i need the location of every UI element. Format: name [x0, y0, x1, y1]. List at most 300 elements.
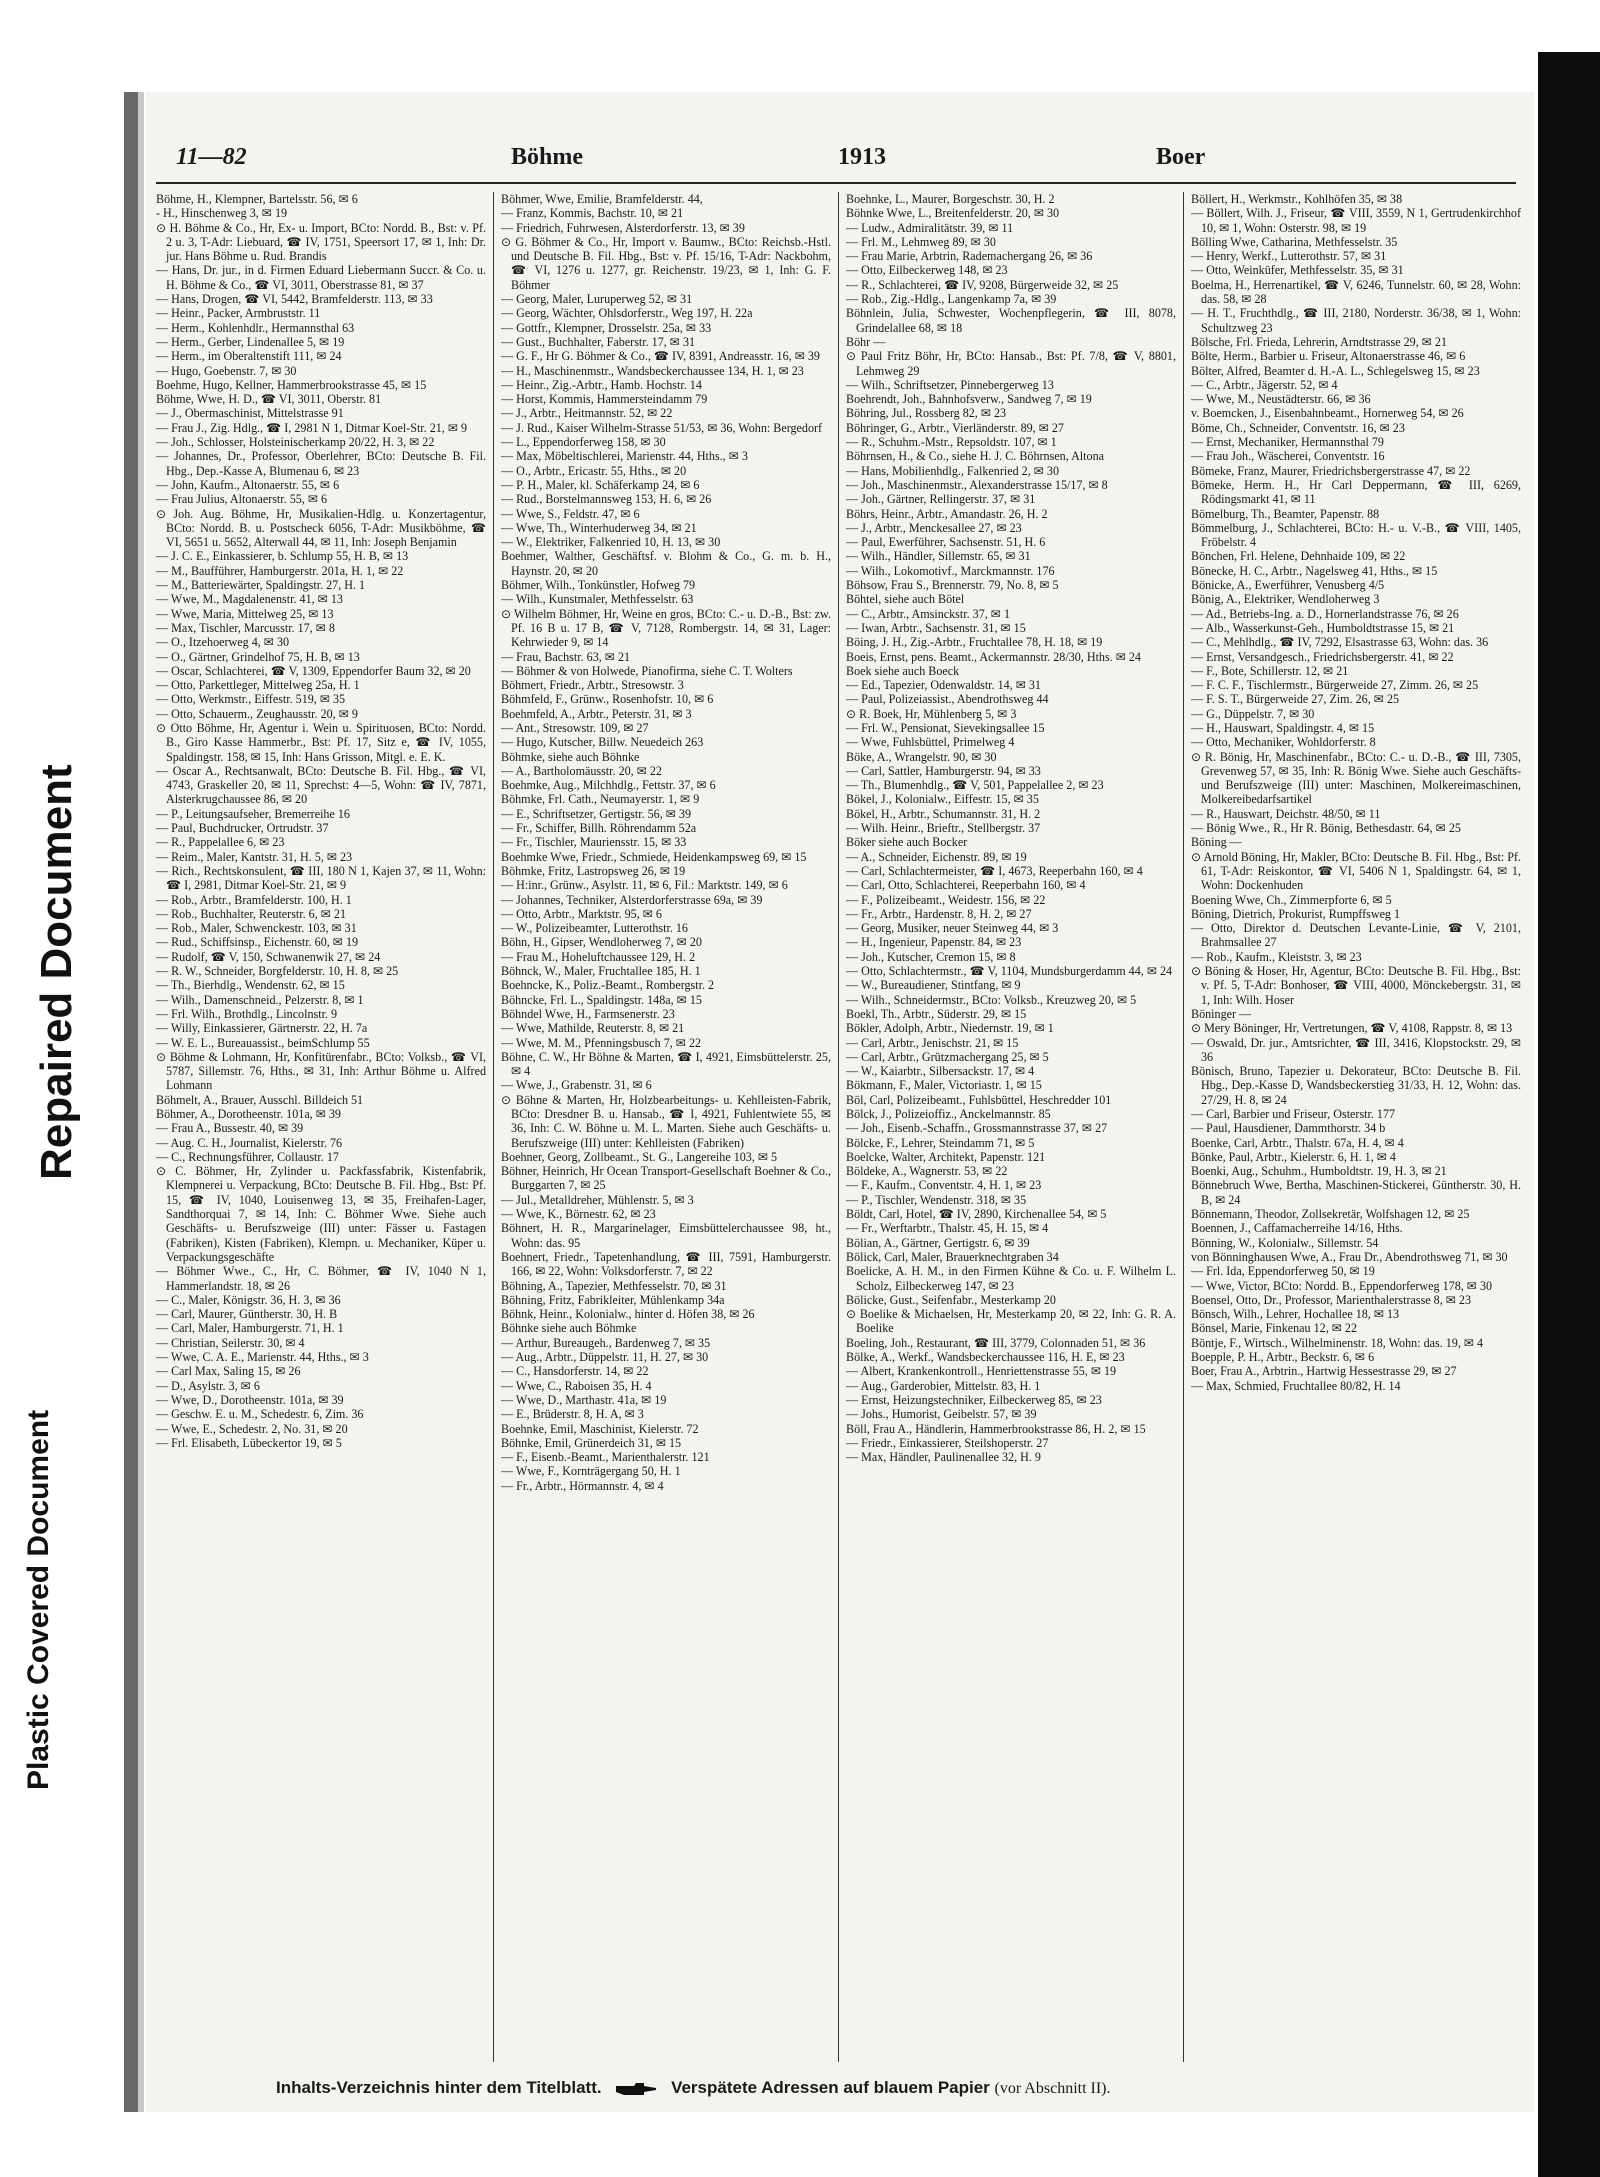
directory-entry: Böning —: [1191, 835, 1242, 850]
directory-entry: — O., Gärtner, Grindelhof 75, H. B, ✉ 13: [156, 649, 360, 664]
directory-entry: — C., Maler, Königstr. 36, H. 3, ✉ 36: [156, 1292, 341, 1307]
directory-entry: ⊙ R. Boek, Hr, Mühlenberg 5, ✉ 3: [846, 706, 1017, 721]
directory-entry: — Gust., Buchhalter, Faberstr. 17, ✉ 31: [501, 334, 696, 349]
directory-entry: — W., Polizeibeamter, Lutterothstr. 16: [501, 921, 688, 936]
directory-entry: — Max, Händler, Paulinenallee 32, H. 9: [846, 1450, 1041, 1465]
directory-entry: Boehnke, Emil, Maschinist, Kielerstr. 72: [501, 1421, 699, 1436]
directory-entry: — Ant., Stresowstr. 109, ✉ 27: [501, 720, 649, 735]
directory-entry: — F., Eisenb.-Beamt., Marienthalerstr. 121: [501, 1450, 710, 1465]
directory-entry: — Georg, Musiker, neuer Steinweg 44, ✉ 3: [846, 921, 1059, 936]
directory-entry: — Wilh., Damenschneid., Pelzerstr. 8, ✉ 1: [156, 992, 364, 1007]
directory-entry: — J. C. E., Einkassierer, b. Schlump 55, H. B, ✉ 13: [156, 549, 409, 564]
directory-entry: — F. C. F., Tischlermstr., Bürgerweide 27, Zimm. 26, ✉ 25: [1191, 678, 1479, 693]
directory-entry: — Bönig Wwe., R., Hr R. Bönig, Bethesdastr. 64, ✉ 25: [1191, 821, 1461, 836]
directory-entry: Böhncke, Frl. L., Spaldingstr. 148a, ✉ 15: [501, 992, 702, 1007]
directory-entry: — Herm., Kohlenhdlr., Hermannsthal 63: [156, 320, 355, 335]
directory-entry: Böhndel Wwe, H., Farmsenerstr. 23: [501, 1006, 675, 1021]
directory-entry: — E., Brüderstr. 8, H. A, ✉ 3: [501, 1407, 644, 1422]
directory-entry: — Carl, Arbtr., Jenischstr. 21, ✉ 15: [846, 1035, 1019, 1050]
directory-entry: — Böhmer & von Holwede, Pianofirma, siehe C. T. Wolters: [501, 663, 793, 678]
directory-entry: — W. E. L., Bureauassist., beimSchlump 55: [156, 1035, 370, 1050]
directory-entry: — Wwe, C. A. E., Marienstr. 44, Hths., ✉ 3: [156, 1350, 369, 1365]
directory-entry: - H., Hinschenweg 3, ✉ 19: [156, 206, 288, 221]
index-note: Inhalts-Verzeichnis hinter dem Titelblatt.: [276, 2078, 602, 2097]
directory-entry: Boelma, H., Herrenartikel, ☎ V, 6246, Tunnelstr. 60, ✉ 28, Wohn: das. 58, ✉ 28: [1191, 277, 1521, 307]
directory-entry: — Paul, Hausdiener, Dammthorstr. 34 b: [1191, 1121, 1386, 1136]
directory-entry: — P., Leitungsaufseher, Bremerreihe 16: [156, 806, 350, 821]
directory-entry: — Johannes, Techniker, Alsterdorferstrasse 69a, ✉ 39: [501, 892, 763, 907]
directory-entry: ⊙ Böning & Hoser, Hr, Agentur, BCto: Deutsche B. Fil. Hbg., Bst: v. Pf. 5, T-Adr: Bonhoser, ☎ VIII, 4000, Mönckebergstr. 31, ✉ 1, Inh: Wilh. Hoser: [1191, 964, 1521, 1007]
directory-entry: — Frau A., Bussestr. 40, ✉ 39: [156, 1121, 304, 1136]
directory-entry: Boelcke, Walter, Architekt, Papenstr. 121: [846, 1149, 1046, 1164]
page-footer: [276, 2078, 1476, 2098]
directory-entry: — Frau, Bachstr. 63, ✉ 21: [501, 649, 631, 664]
directory-entry: — F., Polizeibeamt., Weidestr. 156, ✉ 22: [846, 892, 1046, 907]
header-rule: [156, 182, 1516, 184]
directory-entry: — Max, Schmied, Fruchtallee 80/82, H. 14: [1191, 1378, 1401, 1393]
directory-entry: — C., Arbtr., Jägerstr. 52, ✉ 4: [1191, 377, 1338, 392]
directory-entry: — W., Elektriker, Falkenried 10, H. 13, ✉ 30: [501, 535, 721, 550]
directory-entry: — Fr., Tischler, Mauriensstr. 15, ✉ 33: [501, 835, 687, 850]
directory-entry: — Ludw., Admiralitätstr. 39, ✉ 11: [846, 220, 1014, 235]
directory-entry: Böhsow, Frau S., Brennerstr. 79, No. 8, ✉ 5: [846, 578, 1059, 593]
directory-entry: — Wwe, M., Magdalenenstr. 41, ✉ 13: [156, 592, 343, 607]
directory-entry: — Max, Tischler, Marcusstr. 17, ✉ 8: [156, 620, 335, 635]
directory-entry: — Frau J., Zig. Hdlg., ☎ I, 2981 N 1, Ditmar Koel-Str. 21, ✉ 9: [156, 420, 468, 435]
directory-entry: Böldeke, A., Wagnerstr. 53, ✉ 22: [846, 1164, 1008, 1179]
directory-entry: — Wwe, Victor, BCto: Nordd. B., Eppendorferweg 178, ✉ 30: [1191, 1278, 1493, 1293]
directory-entry: — Rob., Zig.-Hdlg., Langenkamp 7a, ✉ 39: [846, 292, 1057, 307]
directory-entry: — Frl. M., Lehmweg 89, ✉ 30: [846, 234, 996, 249]
directory-entry: Bömmelburg, J., Schlachterei, BCto: H.- u. V.-B., ☎ VIII, 1405, Fröbelstr. 4: [1191, 520, 1521, 550]
directory-entry: — Hans, Mobilienhdlg., Falkenried 2, ✉ 30: [846, 463, 1060, 478]
late-addresses-note: Verspätete Adressen auf blauem Papier: [671, 2078, 990, 2097]
directory-entry: — Hugo, Goebenstr. 7, ✉ 30: [156, 363, 297, 378]
directory-entry: — Reim., Maler, Kantstr. 31, H. 5, ✉ 23: [156, 849, 353, 864]
directory-entry: — R., Schlachterei, ☎ IV, 9208, Bürgerweide 32, ✉ 25: [846, 277, 1119, 292]
page-binding-edge-inner: [138, 92, 144, 2112]
directory-entry: Böing, J. H., Zig.-Arbtr., Fruchtallee 78, H. 18, ✉ 19: [846, 635, 1103, 650]
directory-entry: — Frl. Elisabeth, Lübeckertor 19, ✉ 5: [156, 1435, 342, 1450]
directory-entry: — Frl. Ida, Eppendorferweg 50, ✉ 19: [1191, 1264, 1375, 1279]
directory-entry: Bölsche, Frl. Frieda, Lehrerin, Arndtstrasse 29, ✉ 21: [1191, 334, 1447, 349]
directory-entry: — Hugo, Kutscher, Billw. Neuedeich 263: [501, 735, 704, 750]
column-1: [156, 192, 486, 2062]
directory-entry: — H. T., Fruchthdlg., ☎ III, 2180, Norderstr. 36/38, ✉ 1, Wohn: Schultzweg 23: [1191, 306, 1521, 335]
directory-entry: ⊙ Joh. Aug. Böhme, Hr, Musikalien-Hdlg. u. Konzertagentur, BCto: Nordd. B. u. Postscheck 6056, T-Adr: Musikböhme, ☎ VI, 5651 u. 5652, Alterwall 44, ✉ 11, Inh: Joseph Benjamin: [156, 506, 486, 550]
page-number: 11—82: [176, 144, 247, 170]
directory-entry: — Friedrich, Fuhrwesen, Alsterdorferstr. 13, ✉ 39: [501, 220, 745, 235]
directory-entry: — G. F., Hr G. Böhmer & Co., ☎ IV, 8391, Andreasstr. 16, ✉ 39: [501, 349, 820, 364]
directory-entry: Boehncke, K., Poliz.-Beamt., Rombergstr. 2: [501, 978, 715, 993]
directory-entry: — J., Arbtr., Heitmannstr. 52, ✉ 22: [501, 406, 673, 421]
page-binding-edge: [124, 92, 138, 2112]
section-note: (vor Abschnitt II).: [994, 2080, 1111, 2097]
directory-entry: Böhner, Heinrich, Hr Ocean Transport-Gesellschaft Boehner & Co., Burggarten 7, ✉ 25: [501, 1164, 831, 1193]
directory-entry: — R., Pappelallee 6, ✉ 23: [156, 835, 285, 850]
directory-entry: — Wwe, Th., Winterhuderweg 34, ✉ 21: [501, 520, 697, 535]
directory-entry: Bölicke, Gust., Seifenfabr., Mesterkamp 20: [846, 1292, 1056, 1307]
directory-entry: Bölck, J., Polizeioffiz., Anckelmannstr. 85: [846, 1107, 1051, 1121]
directory-entry: — Wwe, D., Dorotheenstr. 101a, ✉ 39: [156, 1392, 344, 1407]
directory-entry: — Wilh., Schriftsetzer, Pinnebergerweg 13: [846, 377, 1054, 392]
directory-entry: — Wwe, E., Schedestr. 2, No. 31, ✉ 20: [156, 1421, 348, 1436]
directory-entry: — E., Schriftsetzer, Gertigstr. 56, ✉ 39: [501, 806, 692, 821]
directory-entry: — Horst, Kommis, Hammersteindamm 79: [501, 392, 708, 407]
directory-entry: — M., Batteriewärter, Spaldingstr. 27, H. 1: [156, 578, 366, 593]
directory-entry: — Wilh., Schneidermstr., BCto: Volksb., Kreuzweg 20, ✉ 5: [846, 992, 1137, 1007]
directory-entry: — Otto, Mechaniker, Wohldorferstr. 8: [1191, 735, 1376, 750]
directory-entry: — Hans, Drogen, ☎ VI, 5442, Bramfelderstr. 113, ✉ 33: [156, 292, 433, 307]
directory-entry: — Oscar A., Rechtsanwalt, BCto: Deutsche B. Fil. Hbg., ☎ VI, 4743, Graskeller 20, ✉ 11, Sprechst: 4—5, Wohn: ☎ IV, 7871, Alsterkrugchaussee 86, ✉ 20: [156, 763, 486, 807]
directory-entry: Böhme, H., Klempner, Bartelsstr. 56, ✉ 6: [156, 192, 358, 206]
directory-entry: Boehmer, Walther, Geschäftsf. v. Blohm & Co., G. m. b. H., Haynstr. 20, ✉ 20: [501, 549, 831, 578]
directory-entry: — Otto, Weinküfer, Methfesselstr. 35, ✉ 31: [1191, 263, 1404, 278]
directory-entry: — Georg, Wächter, Ohlsdorferstr., Weg 197, H. 22a: [501, 306, 753, 321]
header-last-name: Boer: [1156, 144, 1206, 170]
directory-entry: — Carl, Maler, Hamburgerstr. 71, H. 1: [156, 1321, 344, 1336]
directory-entry: — Fr., Schiffer, Billh. Röhrendamm 52a: [501, 821, 697, 836]
directory-entry: Böhnk, Heinr., Kolonialw., hinter d. Höfen 38, ✉ 26: [501, 1307, 755, 1322]
directory-entry: — P., Tischler, Wendenstr. 318, ✉ 35: [846, 1192, 1027, 1207]
directory-entry: Bönchen, Frl. Helene, Dehnhaide 109, ✉ 22: [1191, 549, 1406, 564]
directory-entry: Böninger —: [1191, 1006, 1252, 1021]
directory-entry: Böhnlein, Julia, Schwester, Wochenpflegerin, ☎ III, 8078, Grindelallee 68, ✉ 18: [846, 306, 1176, 335]
directory-entry: ⊙ Otto Böhme, Hr, Agentur i. Wein u. Spirituosen, BCto: Nordd. B., Giro Kasse Hammerbr., Bst: Pf. 17, Sitz e, ☎ IV, 1055, Spaldingstr. 158, ✉ 15, Inh: Hans Grisson, Mitgl. e. E. K.: [156, 720, 486, 764]
directory-entry: Böhr —: [846, 334, 886, 349]
directory-entry: — R. W., Schneider, Borgfelderstr. 10, H. 8, ✉ 25: [156, 964, 399, 979]
column-divider: [1183, 192, 1184, 2062]
directory-entry: — H., Ingenieur, Papenstr. 84, ✉ 23: [846, 935, 1022, 950]
directory-entry: ⊙ C. Böhmer, Hr, Zylinder u. Packfassfabrik, Kistenfabrik, Klempnerei u. Verpackung, BCto: Deutsche B. Fil. Hbg., Bst: Pf. 15, ☎ IV, 1040, Louisenweg 13, ✉ 35, Freihafen-Lager, Sandthorquai 7, ✉ 14, Inh: C. Böhmer Wwe. Siehe auch Geschäfts- u. Berufszweige (III) unter: Fässer u. Fastagen (Fabriken), Kisten (Fabriken), Klempn. u. Mechaniker, Küper u. Verpackungsgeschäfte: [156, 1164, 486, 1264]
directory-entry: — J., Obermaschinist, Mittelstrasse 91: [156, 406, 344, 421]
directory-entry: Boenke, Carl, Arbtr., Thalstr. 67a, H. 4, ✉ 4: [1191, 1135, 1404, 1150]
directory-entry: Böker siehe auch Bocker: [846, 835, 968, 850]
directory-entry: Bölke, A., Werkf., Wandsbeckerchaussee 116, H. E, ✉ 23: [846, 1350, 1125, 1365]
directory-entry: Böhnert, H. R., Margarinelager, Eimsbüttelerchaussee 98, ht., Wohn: das. 95: [501, 1221, 831, 1250]
directory-entry: — Johs., Humorist, Geibelstr. 57, ✉ 39: [846, 1407, 1037, 1422]
directory-entry: ⊙ Böhne & Marten, Hr, Holzbearbeitungs- u. Kehlleisten-Fabrik, BCto: Dresdner B. u. Hansab., ☎ I, 4921, Fuhlentwiete 55, ✉ 36, Inh: C. W. Böhne u. M. L. Marten. Siehe auch Geschäfts- u. Berufszweige (III) unter: Kehlleisten (Fabriken): [501, 1092, 831, 1150]
directory-entry: — Wilh., Kunstmaler, Methfesselstr. 63: [501, 592, 694, 607]
directory-entry: — Carl Max, Saling 15, ✉ 26: [156, 1364, 301, 1379]
directory-entry: Böhmke, Fritz, Lastropsweg 26, ✉ 19: [501, 863, 686, 878]
directory-entry: — G., Düppelstr. 7, ✉ 30: [1191, 706, 1315, 721]
directory-entry: Böhtel, siehe auch Bötel: [846, 592, 965, 607]
directory-entry: — Ed., Tapezier, Odenwaldstr. 14, ✉ 31: [846, 678, 1041, 693]
directory-entry: — H., Hauswart, Spaldingstr. 4, ✉ 15: [1191, 720, 1375, 735]
directory-entry: Bölcke, F., Lehrer, Steindamm 71, ✉ 5: [846, 1135, 1035, 1150]
directory-entry: — C., Rechnungsführer, Collaustr. 17: [156, 1149, 339, 1164]
directory-entry: — Wwe, Fuhlsbüttel, Primelweg 4: [846, 735, 1015, 750]
directory-entry: — Herm., Gerber, Lindenallee 5, ✉ 19: [156, 334, 345, 349]
directory-entry: Böhrnsen, H., & Co., siehe H. J. C. Böhrnsen, Altona: [846, 449, 1104, 464]
pointing-hand-icon: [614, 2082, 658, 2096]
directory-entry: — Gottfr., Klempner, Drosselstr. 25a, ✉ 33: [501, 320, 712, 335]
directory-entry: — Joh., Eisenb.-Schaffn., Grossmannstrasse 37, ✉ 27: [846, 1121, 1108, 1136]
directory-entry: Boennen, J., Caffamacherreihe 14/16, Hths.: [1191, 1221, 1403, 1236]
directory-entry: Böning, Dietrich, Prokurist, Rumpffsweg 1: [1191, 906, 1401, 921]
directory-entry: — J. Rud., Kaiser Wilhelm-Strasse 51/53, ✉ 36, Wohn: Bergedorf: [501, 420, 823, 435]
directory-entry: — Hans, Dr. jur., in d. Firmen Eduard Liebermann Succr. & Co. u. H. Böhme & Co., ☎ VI, 3011, Oberstrasse 81, ✉ 37: [156, 263, 486, 292]
directory-entry: — Aug., Garderobier, Mittelstr. 83, H. 1: [846, 1378, 1041, 1393]
directory-entry: Bölian, A., Gärtner, Gertigstr. 6, ✉ 39: [846, 1235, 1030, 1250]
directory-entry: — Iwan, Arbtr., Sachsenstr. 31, ✉ 15: [846, 620, 1026, 635]
directory-entry: — R., Hauswart, Deichstr. 48/50, ✉ 11: [1191, 806, 1381, 821]
directory-entry: Boehrendt, Joh., Bahnhofsverw., Sandweg 7, ✉ 19: [846, 392, 1092, 407]
directory-entry: — Wwe, C., Raboisen 35, H. 4: [501, 1378, 652, 1393]
directory-entry: — Frau Joh., Wäscherei, Conventstr. 16: [1191, 449, 1385, 464]
directory-entry: — Joh., Maschinenmstr., Alexanderstrasse 15/17, ✉ 8: [846, 477, 1108, 492]
directory-entry: Böhne, C. W., Hr Böhne & Marten, ☎ I, 4921, Eimsbüttelerstr. 25, ✉ 4: [501, 1049, 831, 1079]
directory-entry: — Alb., Wasserkunst-Geh., Humboldtstrasse 15, ✉ 21: [1191, 620, 1455, 635]
directory-entry: — Th., Bierhdlg., Wendenstr. 62, ✉ 15: [156, 978, 345, 993]
directory-entry: Böhnke siehe auch Böhmke: [501, 1321, 637, 1336]
directory-entry: — Wwe, M. M., Pfenningsbusch 7, ✉ 22: [501, 1035, 702, 1050]
directory-entry: ⊙ Mery Böninger, Hr, Vertretungen, ☎ V, 4108, Rappstr. 8, ✉ 13: [1191, 1021, 1513, 1036]
directory-entry: Boenki, Aug., Schuhm., Humboldtstr. 19, H. 3, ✉ 21: [1191, 1164, 1447, 1179]
directory-entry: — Ernst, Versandgesch., Friedrichsbergerstr. 41, ✉ 22: [1191, 649, 1454, 664]
directory-entry: Bönsch, Wilh., Lehrer, Hochallee 18, ✉ 13: [1191, 1307, 1400, 1322]
column-divider: [493, 192, 494, 2062]
directory-entry: Bölte, Herm., Barbier u. Friseur, Altonaerstrasse 46, ✉ 6: [1191, 349, 1466, 364]
directory-entry: Boer, Frau A., Arbtrin., Hartwig Hessestrasse 29, ✉ 27: [1191, 1364, 1457, 1379]
directory-entry: Bönsel, Marie, Finkenau 12, ✉ 22: [1191, 1321, 1357, 1336]
directory-entry: — L., Eppendorferweg 158, ✉ 30: [501, 435, 666, 450]
directory-entry: — Frau Julius, Altonaerstr. 55, ✉ 6: [156, 492, 328, 507]
directory-entry: — Aug. C. H., Journalist, Kielerstr. 76: [156, 1135, 343, 1150]
directory-entry: — W., Bureaudiener, Stintfang, ✉ 9: [846, 978, 1021, 993]
directory-entry: — Herm., im Oberaltenstift 111, ✉ 24: [156, 349, 342, 364]
directory-entry: — Rud., Schiffsinsp., Eichenstr. 60, ✉ 19: [156, 935, 359, 950]
directory-entry: Böhrs, Heinr., Arbtr., Amandastr. 26, H. 2: [846, 506, 1048, 521]
header-year: 1913: [838, 144, 886, 170]
column-3: [846, 192, 1176, 2062]
directory-entry: Bölling Wwe, Catharina, Methfesselstr. 35: [1191, 234, 1398, 249]
directory-entry: Bönicke, A., Ewerführer, Venusberg 4/5: [1191, 578, 1385, 593]
directory-entry: Böhnke, Emil, Grünerdeich 31, ✉ 15: [501, 1435, 682, 1450]
directory-entry: — Wwe, J., Grabenstr. 31, ✉ 6: [501, 1078, 652, 1093]
directory-entry: Bölter, Alfred, Beamter d. H.-A. L., Schlegelsweg 15, ✉ 23: [1191, 363, 1480, 378]
directory-entry: — Joh., Schlosser, Holsteinischerkamp 20/22, H. 3, ✉ 22: [156, 435, 435, 450]
directory-entry: — Aug., Arbtr., Düppelstr. 11, H. 27, ✉ 30: [501, 1350, 709, 1365]
page-header: [156, 144, 1526, 178]
directory-entry: Bömeke, Herm. H., Hr Carl Deppermann, ☎ III, 6269, Rödingsmarkt 41, ✉ 11: [1191, 477, 1521, 507]
directory-entry: — Albert, Krankenkontroll., Henriettenstrasse 55, ✉ 19: [846, 1364, 1117, 1379]
header-first-name: Böhme: [511, 144, 583, 170]
directory-entry: — F., Bote, Schillerstr. 12, ✉ 21: [1191, 663, 1349, 678]
directory-entry: — Carl, Barbier und Friseur, Osterstr. 177: [1191, 1107, 1396, 1121]
directory-entry: Bönecke, H. C., Arbtr., Nagelsweg 41, Hths., ✉ 15: [1191, 563, 1438, 578]
column-4: [1191, 192, 1521, 2062]
directory-entry: Bönisch, Bruno, Tapezier u. Dekorateur, BCto: Deutsche B. Fil. Hbg., Dep.-Kasse D, Wandsbeckerstieg 31/33, H. 12, Wohn: das. 27/29, H. 8, ✉ 24: [1191, 1064, 1521, 1107]
scan-background: [1538, 52, 1600, 2177]
directory-entry: — Heinr., Zig.-Arbtr., Hamb. Hochstr. 14: [501, 377, 702, 392]
directory-entry: — Frl. W., Pensionat, Sievekingsallee 15: [846, 720, 1045, 735]
directory-entry: — Rudolf, ☎ V, 150, Schwanenwik 27, ✉ 24: [156, 949, 381, 964]
directory-entry: — O., Arbtr., Ericastr. 55, Hths., ✉ 20: [501, 463, 687, 478]
directory-entry: Boehnke, L., Maurer, Borgeschstr. 30, H. 2: [846, 192, 1055, 206]
directory-entry: — Frau Marie, Arbtrin, Rademachergang 26, ✉ 36: [846, 249, 1093, 264]
directory-entry: — Paul, Polizeiassist., Abendrothsweg 44: [846, 692, 1049, 707]
directory-entry: Böhringer, G., Arbtr., Vierländerstr. 89, ✉ 27: [846, 420, 1064, 435]
directory-entry: — Carl, Otto, Schlachterei, Reeperbahn 160, ✉ 4: [846, 878, 1086, 893]
directory-entry: ⊙ Arnold Böning, Hr, Makler, BCto: Deutsche B. Fil. Hbg., Bst: Pf. 61, T-Adr: Reiskontor, ☎ VI, 5406 N 1, Spaldingstr. 64, ✉ 1, Wohn: Dockenhuden: [1191, 849, 1521, 893]
directory-entry: — Wwe, Maria, Mittelweg 25, ✉ 13: [156, 606, 334, 621]
directory-entry: Böhn, H., Gipser, Wendloherweg 7, ✉ 20: [501, 935, 702, 950]
directory-entry: — Wilh., Händler, Sillemstr. 65, ✉ 31: [846, 549, 1031, 564]
directory-entry: von Bönninghausen Wwe, A., Frau Dr., Abendrothsweg 71, ✉ 30: [1191, 1249, 1508, 1264]
directory-entry: Boeis, Ernst, pens. Beamt., Ackermannstr. 28/30, Hths. ✉ 24: [846, 649, 1141, 664]
directory-entry: — F. S. T., Bürgerweide 27, Zim. 26, ✉ 25: [1191, 692, 1400, 707]
directory-entry: — O., Itzehoerweg 4, ✉ 30: [156, 635, 290, 650]
directory-entry: Bömeke, Franz, Maurer, Friedrichsbergerstrasse 47, ✉ 22: [1191, 463, 1471, 478]
directory-entry: ⊙ Paul Fritz Böhr, Hr, BCto: Hansab., Bst: Pf. 7/8, ☎ V, 8801, Lehmweg 29: [846, 349, 1176, 378]
directory-entry: — Christian, Seilerstr. 30, ✉ 4: [156, 1335, 305, 1350]
directory-entry: Boeling, Joh., Restaurant, ☎ III, 3779, Colonnaden 51, ✉ 36: [846, 1335, 1146, 1350]
directory-entry: Böhring, Jul., Rossberg 82, ✉ 23: [846, 406, 1007, 421]
directory-entry: — Max, Möbeltischlerei, Marienstr. 44, Hths., ✉ 3: [501, 449, 748, 464]
directory-entry: Bönig, A., Elektriker, Wendloherweg 3: [1191, 592, 1380, 607]
directory-entry: — Heinr., Packer, Armbruststr. 11: [156, 306, 321, 321]
directory-entry: — Ad., Betriebs-Ing. a. D., Hornerlandstrasse 76, ✉ 26: [1191, 606, 1459, 621]
directory-entry: — F., Kaufm., Conventstr. 4, H. 1, ✉ 23: [846, 1178, 1042, 1193]
directory-entry: — Fr., Arbtr., Hardenstr. 8, H. 2, ✉ 27: [846, 906, 1032, 921]
directory-entry: — Otto, Direktor d. Deutschen Levante-Linie, ☎ V, 2101, Brahmsallee 27: [1191, 921, 1521, 950]
directory-entry: Bökler, Adolph, Arbtr., Niedernstr. 19, ✉ 1: [846, 1021, 1054, 1036]
repaired-label: Repaired Document: [32, 764, 81, 1180]
directory-entry: — Wwe, D., Marthastr. 41a, ✉ 19: [501, 1392, 667, 1407]
directory-entry: — Fr., Arbtr., Hörmannstr. 4, ✉ 4: [501, 1478, 664, 1493]
directory-entry: — Oscar, Schlachterei, ☎ V, 1309, Eppendorfer Baum 32, ✉ 20: [156, 663, 471, 678]
directory-entry: Bökel, H., Arbtr., Schumannstr. 31, H. 2: [846, 806, 1041, 821]
directory-entry: Boehmfeld, A., Arbtr., Peterstr. 31, ✉ 3: [501, 706, 692, 721]
directory-entry: — Paul, Buchdrucker, Ortrudstr. 37: [156, 821, 329, 836]
directory-entry: — C., Mehlhdlg., ☎ IV, 7292, Elsastrasse 63, Wohn: das. 36: [1191, 635, 1489, 650]
directory-entry: — Oswald, Dr. jur., Amtsrichter, ☎ III, 3416, Klopstockstr. 29, ✉ 36: [1191, 1035, 1521, 1064]
directory-entry: ⊙ G. Böhmer & Co., Hr, Import v. Baumw., BCto: Reichsb.-Hstl. und Deutsche B. Fil. Hbg., Bst: v. Pf. 15/16, T-Adr: Nackbohm, ☎ VI, 1276 u. 1277, gr. Reichenstr. 19/23, ✉ 1, Inh: G. F. Böhmer: [501, 234, 831, 292]
side-banner: [0, 0, 125, 2177]
directory-entry: Bönnebruch Wwe, Bertha, Maschinen-Stickerei, Güntherstr. 30, H. B, ✉ 24: [1191, 1178, 1521, 1207]
directory-entry: — Rob., Buchhalter, Reuterstr. 6, ✉ 21: [156, 906, 347, 921]
directory-entry: Boehmke Wwe, Friedr., Schmiede, Heidenkampsweg 69, ✉ 15: [501, 849, 807, 864]
directory-entry: — Carl, Schlachtermeister, ☎ I, 4673, Reeperbahn 160, ✉ 4: [846, 863, 1143, 878]
directory-entry: Bönning, W., Kolonialw., Sillemstr. 54: [1191, 1235, 1379, 1250]
directory-entry: — Rob., Maler, Schwenckestr. 103, ✉ 31: [156, 921, 357, 936]
directory-entry: — Carl, Maurer, Güntherstr. 30, H. B: [156, 1307, 338, 1322]
directory-entry: Boekl, Th., Arbtr., Süderstr. 29, ✉ 15: [846, 1006, 1027, 1021]
directory-entry: Boehnert, Friedr., Tapetenhandlung, ☎ III, 7591, Hamburgerstr. 166, ✉ 22, Wohn: Volksdorferstr. 7, ✉ 22: [501, 1249, 831, 1279]
directory-entry: — Rob., Kaufm., Kleiststr. 3, ✉ 23: [1191, 949, 1362, 964]
directory-entry: — Joh., Gärtner, Rellingerstr. 37, ✉ 31: [846, 492, 1036, 507]
directory-entry: — Willy, Einkassierer, Gärtnerstr. 22, H. 7a: [156, 1021, 368, 1036]
directory-entry: Boek siehe auch Boeck: [846, 663, 960, 678]
directory-entry: — C., Arbtr., Amsinckstr. 37, ✉ 1: [846, 606, 1011, 621]
directory-entry: ⊙ Böhme & Lohmann, Hr, Konfitürenfabr., BCto: Volksb., ☎ VI, 5787, Sillemstr. 76, Hths., ✉ 31, Inh: Arthur Böhme u. Alfred Lohmann: [156, 1049, 486, 1093]
directory-entry: Bökmann, F., Maler, Victoriastr. 1, ✉ 15: [846, 1078, 1042, 1093]
directory-entry: Bönnemann, Theodor, Zollsekretär, Wolfshagen 12, ✉ 25: [1191, 1207, 1470, 1222]
directory-entry: Boensel, Otto, Dr., Professor, Marienthalerstrasse 8, ✉ 23: [1191, 1292, 1472, 1307]
directory-entry: — Böllert, Wilh. J., Friseur, ☎ VIII, 3559, N 1, Gertrudenkirchhof 10, ✉ 1, Wohn: Osterstr. 98, ✉ 19: [1191, 206, 1521, 235]
directory-entry: — Frau M., Hoheluftchaussee 129, H. 2: [501, 949, 696, 964]
plastic-covered-label: Plastic Covered Document: [22, 1409, 55, 1790]
directory-entry: — A., Bartholomäusstr. 20, ✉ 22: [501, 763, 662, 778]
directory-entry: — Rud., Borstelmannsweg 153, H. 6, ✉ 26: [501, 492, 712, 507]
directory-entry: — Friedr., Einkassierer, Steilshoperstr. 27: [846, 1435, 1049, 1450]
directory-entry: Bömelburg, Th., Beamter, Papenstr. 88: [1191, 506, 1380, 521]
directory-entry: — P. H., Maler, kl. Schäferkamp 24, ✉ 6: [501, 477, 700, 492]
directory-entry: — Böhmer Wwe., C., Hr, C. Böhmer, ☎ IV, 1040 N 1, Hammerlandstr. 18, ✉ 26: [156, 1264, 486, 1293]
directory-entry: — Otto, Parkettleger, Mittelweg 25a, H. 1: [156, 678, 360, 693]
directory-entry: ⊙ Wilhelm Böhmer, Hr, Weine en gros, BCto: C.- u. D.-B., Bst: zw. Pf. 16 B u. 17 B, ☎ V, 7128, Rombergstr. 14, ✉ 31, Lager: Kehrwieder 9, ✉ 14: [501, 606, 831, 650]
directory-entry: — R., Schuhm.-Mstr., Repsoldstr. 107, ✉ 1: [846, 435, 1057, 450]
directory-entry: — Rich., Rechtskonsulent, ☎ III, 180 N 1, Kajen 37, ✉ 11, Wohn: ☎ I, 2981, Ditmar Koel-Str. 21, ✉ 9: [156, 863, 486, 893]
directory-entry: Böhmer, Wilh., Tonkünstler, Hofweg 79: [501, 578, 696, 593]
directory-entry: — Rob., Arbtr., Bramfelderstr. 100, H. 1: [156, 892, 352, 907]
directory-entry: — John, Kaufm., Altonaerstr. 55, ✉ 6: [156, 477, 340, 492]
directory-entry: — Joh., Kutscher, Cremon 15, ✉ 8: [846, 949, 1016, 964]
directory-entry: — Ernst, Heizungstechniker, Eilbeckerweg 85, ✉ 23: [846, 1392, 1102, 1407]
directory-page: [146, 92, 1534, 2112]
directory-entry: — Otto, Werkmstr., Eiffestr. 519, ✉ 35: [156, 692, 346, 707]
directory-entry: Böhnck, W., Maler, Fruchtallee 185, H. 1: [501, 964, 701, 979]
directory-entry: Böldt, Carl, Hotel, ☎ IV, 2890, Kirchenallee 54, ✉ 5: [846, 1207, 1107, 1222]
directory-entry: Böhning, Fritz, Fabrikleiter, Mühlenkamp 34a: [501, 1292, 725, 1307]
directory-entry: Boehme, Hugo, Kellner, Hammerbrookstrasse 45, ✉ 15: [156, 377, 427, 392]
directory-entry: — Ernst, Mechaniker, Hermannsthal 79: [1191, 435, 1384, 450]
directory-entry: — H:inr., Grünw., Asylstr. 11, ✉ 6, Fil.: Marktstr. 149, ✉ 6: [501, 878, 788, 893]
directory-entry: Bölick, Carl, Maler, Brauerknechtgraben 34: [846, 1249, 1059, 1264]
directory-entry: — Wwe, F., Kornträgergang 50, H. 1: [501, 1464, 681, 1479]
directory-entry: Böhmer, Wwe, Emilie, Bramfelderstr. 44,: [501, 192, 703, 206]
directory-entry: — Wwe, S., Feldstr. 47, ✉ 6: [501, 506, 640, 521]
directory-entry: Böhmke, Frl. Cath., Neumayerstr. 1, ✉ 9: [501, 792, 700, 807]
directory-entry: — Franz, Kommis, Bachstr. 10, ✉ 21: [501, 206, 684, 221]
directory-entry: Böme, Ch., Schneider, Conventstr. 16, ✉ 23: [1191, 420, 1405, 435]
directory-entry: — W., Kaiarbtr., Silbersackstr. 17, ✉ 4: [846, 1064, 1035, 1079]
directory-entry: — Otto, Eilbeckerweg 148, ✉ 23: [846, 263, 1008, 278]
directory-entry: — J., Arbtr., Menckesallee 27, ✉ 23: [846, 520, 1022, 535]
column-divider: [838, 192, 839, 2062]
directory-entry: Boepple, P. H., Arbtr., Beckstr. 6, ✉ 6: [1191, 1350, 1375, 1365]
directory-entry: — Carl, Arbtr., Grützmachergang 25, ✉ 5: [846, 1049, 1049, 1064]
directory-entry: — Wwe, K., Börnestr. 62, ✉ 23: [501, 1207, 656, 1222]
directory-entry: Boening Wwe, Ch., Zimmerpforte 6, ✉ 5: [1191, 892, 1392, 907]
directory-entry: — Otto, Schauerm., Zeughausstr. 20, ✉ 9: [156, 706, 358, 721]
directory-entry: — Jul., Metalldreher, Mühlenstr. 5, ✉ 3: [501, 1192, 694, 1207]
directory-entry: — Georg, Maler, Luruperweg 52, ✉ 31: [501, 292, 693, 307]
directory-entry: Böhmelt, A., Brauer, Ausschl. Billdeich 51: [156, 1092, 364, 1107]
directory-entry: Boehmke, Aug., Milchhdlg., Fettstr. 37, ✉ 6: [501, 778, 716, 793]
directory-entry: — A., Schneider, Eichenstr. 89, ✉ 19: [846, 849, 1027, 864]
directory-entry: — Paul, Ewerführer, Sachsenstr. 51, H. 6: [846, 535, 1046, 550]
directory-entry: Böhmer, A., Dorotheenstr. 101a, ✉ 39: [156, 1107, 341, 1121]
directory-entry: — Th., Blumenhdlg., ☎ V, 501, Pappelallee 2, ✉ 23: [846, 778, 1104, 793]
directory-entry: — Wwe, Mathilde, Reuterstr. 8, ✉ 21: [501, 1021, 685, 1036]
directory-entry: Boelicke, A. H. M., in den Firmen Kühne & Co. u. F. Wilhelm L. Scholz, Eilbeckerweg 147, ✉ 23: [846, 1264, 1176, 1293]
directory-entry: Böhme, Wwe, H. D., ☎ VI, 3011, Oberstr. 81: [156, 392, 382, 407]
directory-entry: — Geschw. E. u. M., Schedestr. 6, Zim. 36: [156, 1407, 364, 1422]
directory-entry: — Henry, Werkf., Lutterothstr. 57, ✉ 31: [1191, 249, 1387, 264]
directory-entry: Böhmert, Friedr., Arbtr., Stresowstr. 3: [501, 678, 684, 693]
directory-entry: Böntje, F., Wirtsch., Wilhelminenstr. 18, Wohn: das. 19, ✉ 4: [1191, 1335, 1484, 1350]
column-2: [501, 192, 831, 2062]
directory-entry: Böhmke, siehe auch Böhnke: [501, 749, 640, 764]
directory-entry: Böllert, H., Werkmstr., Kohlhöfen 35, ✉ 38: [1191, 192, 1403, 206]
directory-entry: — Wilh., Lokomotivf., Marckmannstr. 176: [846, 563, 1055, 578]
directory-entry: ⊙ R. Bönig, Hr, Maschinenfabr., BCto: C.- u. D.-B., ☎ III, 7305, Grevenweg 57, ✉ 35, Inh: R. Bönig Wwe. Siehe auch Geschäfts- und Berufszweige (III) unter: Maschinen, Molkereimaschinen, Molkereibedarfsartikel: [1191, 749, 1521, 807]
directory-entry: — M., Baufführer, Hamburgerstr. 201a, H. 1, ✉ 22: [156, 563, 404, 578]
directory-entry: Böl, Carl, Polizeibeamt., Fuhlsbüttel, Heschredder 101: [846, 1092, 1112, 1107]
